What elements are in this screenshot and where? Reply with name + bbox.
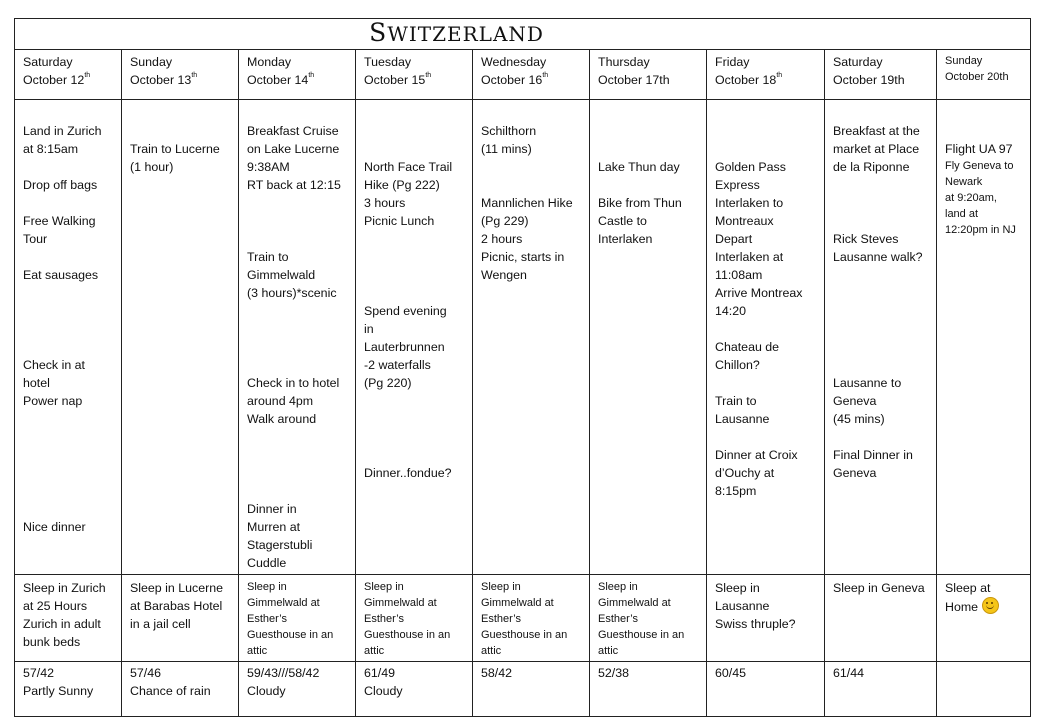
weather-desc: Cloudy [364,684,403,698]
activity-item: Check in at hotel Power nap [23,358,85,408]
sleep-text: Sleep in Gimmelwald at Esther’s Guesthouse in an attic [481,581,568,657]
activity-item: Dinner in Murren at Stagerstubli Cuddle [247,502,313,570]
day-header [122,50,239,100]
day-header [15,50,122,100]
day-header [473,50,590,100]
activity-item: Train to Gimmelwald (3 hours)*scenic [247,250,337,300]
temperature: 57/42 [23,666,55,680]
sleep-cell [473,575,590,662]
day-date [598,71,700,89]
activity-item: Fly Geneva to Newark at 9:20am, land at 12:20pm in NJ [945,160,1016,236]
weather-cell [825,662,937,717]
weather-desc: Cloudy [247,684,286,698]
temperature: 60/45 [715,666,747,680]
activity-item: Spend evening in Lauterbrunnen -2 waterfalls (Pg 220) [364,304,447,390]
day-header [590,50,707,100]
title-cell [15,19,1031,50]
day-name: Thursday [598,55,650,69]
sleep-cell [356,575,473,662]
activity-item: Breakfast at the market at Place de la Riponne [833,124,920,174]
date-text: October 13 [130,73,192,87]
day-name: Monday [247,55,292,69]
temperature: 52/38 [598,666,630,680]
weather-cell [356,662,473,717]
day-activities [707,100,825,575]
day-activities [590,100,707,575]
day-date [130,71,232,89]
sleep-text: Sleep at Home [945,581,991,614]
date-suffix: th [308,72,315,79]
weather-desc: Partly Sunny [23,684,94,698]
date-text: October 18 [715,73,777,87]
sleep-text: Sleep in Lucerne at Barabas Hotel in a jail cell [130,581,223,631]
activity-item: Rick Steves Lausanne walk? [833,232,923,264]
activity-item: Drop off bags [23,178,98,192]
temperature: 58/42 [481,666,513,680]
sleep-text: Sleep in Geneva [833,581,925,595]
day-name: Friday [715,55,750,69]
activity-item: North Face Trail Hike (Pg 222) 3 hours Picnic Lunch [364,160,453,228]
day-header [356,50,473,100]
day-activities [15,100,122,575]
temperature: 61/44 [833,666,865,680]
day-date [945,69,1024,85]
date-suffix: th [191,72,198,79]
day-date [247,71,349,89]
weather-desc: Chance of rain [130,684,211,698]
day-activities [356,100,473,575]
day-name: Saturday [833,55,883,69]
activity-item: Lausanne to Geneva (45 mins) [833,376,902,426]
date-text: October 12 [23,73,85,87]
day-activities [825,100,937,575]
temperature: 61/49 [364,666,396,680]
smiley-face-icon [982,597,999,614]
date-suffix: th [776,72,783,79]
activity-item: Mannlichen Hike (Pg 229) 2 hours Picnic, starts in Wengen [481,196,573,282]
activity-item: Final Dinner in Geneva [833,448,913,480]
sleep-text: Sleep in Gimmelwald at Esther’s Guesthouse in an attic [364,581,451,657]
date-text: October 15 [364,73,426,87]
sleep-text: Sleep in Lausanne Swiss thruple? [715,581,796,631]
weather-cell [707,662,825,717]
sleep-text: Sleep in Gimmelwald at Esther’s Guesthouse in an attic [247,581,334,657]
day-name: Wednesday [481,55,547,69]
sleep-cell [15,575,122,662]
activity-item: Check in to hotel around 4pm Walk around [247,376,340,426]
activity-item: Land in Zurich at 8:15am [23,124,102,156]
activity-item: Dinner..fondue? [364,466,452,480]
day-name: Sunday [945,55,983,67]
itinerary-table [14,18,1030,717]
day-date [481,71,583,89]
day-header [239,50,356,100]
activity-item: Schilthorn (11 mins) [481,124,537,156]
day-name: Sunday [130,55,173,69]
day-date [364,71,466,89]
sleep-cell [825,575,937,662]
sleep-cell [937,575,1031,662]
activity-item: Lake Thun day [598,160,680,174]
activity-item: Nice dinner [23,520,86,534]
weather-cell [239,662,356,717]
day-header [707,50,825,100]
date-text: October 16 [481,73,543,87]
activity-item: Dinner at Croix d’Ouchy at 8:15pm [715,448,798,498]
weather-cell [122,662,239,717]
date-text: October 19th [833,73,905,87]
day-name: Saturday [23,55,73,69]
sleep-cell [590,575,707,662]
page-title: SWITZERLAND [369,18,544,47]
date-text: October 14 [247,73,309,87]
activity-item: Train to Lucerne (1 hour) [130,142,220,174]
weather-cell [590,662,707,717]
day-date [715,71,818,89]
date-text: October 20th [945,71,1009,83]
sleep-cell [122,575,239,662]
day-activities [122,100,239,575]
day-activities [239,100,356,575]
weather-cell [473,662,590,717]
activity-item: Breakfast Cruise on Lake Lucerne 9:38AM RT back at 12:15 [247,124,341,192]
activity-item: Eat sausages [23,268,99,282]
day-activities [473,100,590,575]
day-date [833,71,930,89]
day-date [23,71,115,89]
temperature: 59/43///58/42 [247,666,320,680]
day-header [825,50,937,100]
day-activities [937,100,1031,575]
date-suffix: th [542,72,549,79]
activity-item: Train to Lausanne [715,394,770,426]
day-header [937,50,1031,100]
sleep-text: Sleep in Zurich at 25 Hours Zurich in adult bunk beds [23,581,106,649]
sleep-text: Sleep in Gimmelwald at Esther’s Guesthouse in an attic [598,581,685,657]
activity-item: Free Walking Tour [23,214,96,246]
sleep-cell [239,575,356,662]
activity-item: Flight UA 97 [945,142,1013,156]
sleep-cell [707,575,825,662]
weather-cell [937,662,1031,717]
weather-cell [15,662,122,717]
activity-item: Chateau de Chillon? [715,340,780,372]
activity-item: Golden Pass Express Interlaken to Montreaux Depart Interlaken at 11:08am Arrive Montreax 14:20 [715,160,803,318]
temperature: 57/46 [130,666,162,680]
date-suffix: th [425,72,432,79]
date-suffix: th [84,72,91,79]
activity-item: Bike from Thun Castle to Interlaken [598,196,682,246]
day-name: Tuesday [364,55,412,69]
date-text: October 17th [598,73,670,87]
